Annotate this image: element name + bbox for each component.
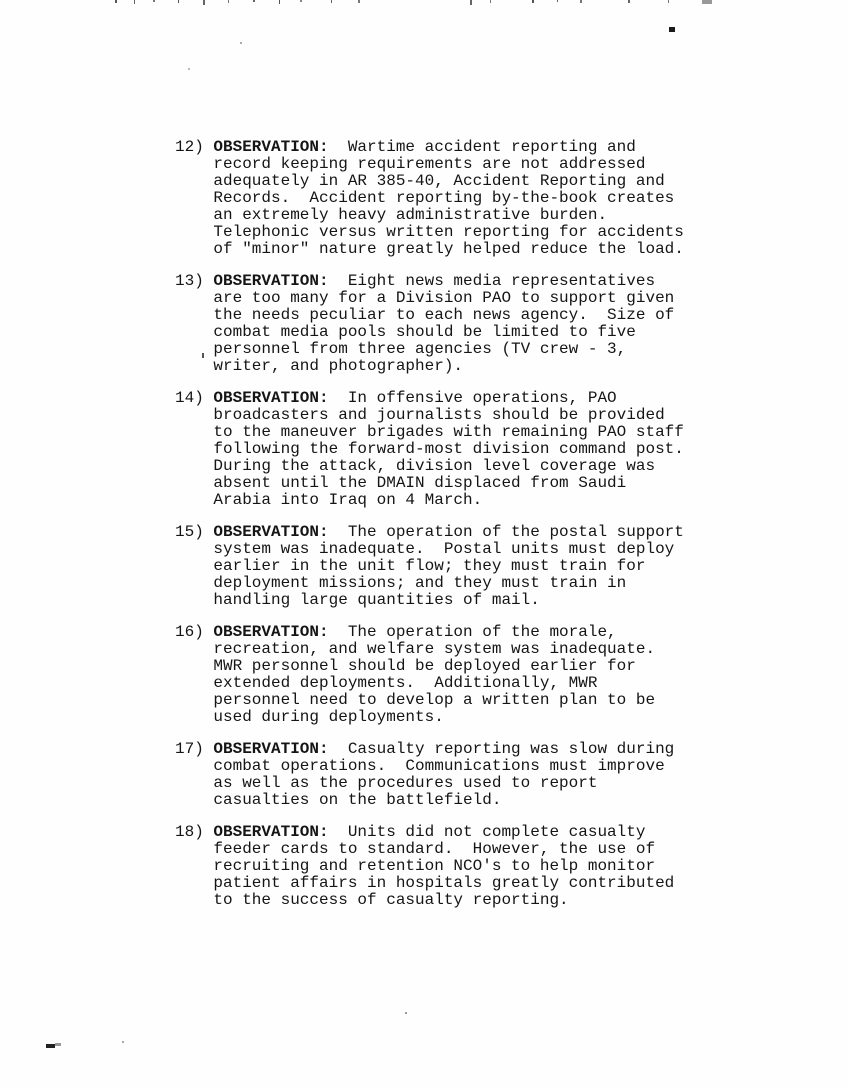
observation-line: personnel need to develop a written plan to be: [213, 691, 656, 709]
observation-line: MWR personnel should be deployed earlier for: [213, 657, 636, 675]
observation-item: [175, 139, 715, 258]
observation-line: deployment missions; and they must train in: [213, 574, 627, 592]
scan-artifact: [188, 68, 190, 70]
observation-line: the needs peculiar to each news agency. Size of: [213, 306, 675, 324]
scan-artifact: [203, 0, 205, 5]
observation-number: 12): [175, 138, 204, 156]
observation-first-line: [213, 390, 715, 407]
observation-text: Eight news media representatives: [328, 272, 656, 290]
observation-number: 15): [175, 523, 204, 541]
scan-artifact: [240, 42, 242, 44]
scan-artifact: [405, 1012, 407, 1014]
scan-artifact: [490, 0, 491, 3]
observation-text: Wartime accident reporting and: [328, 138, 636, 156]
observation-line: patient affairs in hospitals greatly contributed: [213, 874, 675, 892]
scan-artifact: [134, 0, 135, 4]
observation-line: adequately in AR 385-40, Accident Reporting and: [213, 172, 665, 190]
scan-artifact: [178, 0, 179, 3]
observation-line: personnel from three agencies (TV crew - 3,: [213, 340, 627, 358]
observation-line: extended deployments. Additionally, MWR: [213, 674, 598, 692]
observation-first-line: [213, 624, 715, 641]
observations-list: [175, 139, 715, 924]
observation-item: [175, 390, 715, 509]
observation-line: writer, and photographer).: [213, 357, 464, 375]
observation-item: [175, 524, 715, 609]
observation-line: an extremely heavy administrative burden.: [213, 206, 608, 224]
observation-body: [213, 273, 715, 375]
observation-label: OBSERVATION:: [213, 523, 329, 541]
scan-artifact: [279, 0, 280, 4]
observation-line: feeder cards to standard. However, the use of: [213, 840, 656, 858]
observation-text: The operation of the postal support: [328, 523, 684, 541]
observation-number: 16): [175, 623, 204, 641]
scan-artifact: [668, 0, 669, 3]
observation-first-line: [213, 139, 715, 156]
scan-artifact: [253, 0, 255, 2]
observation-line: combat operations. Communications must improve: [213, 757, 665, 775]
observation-line: recreation, and welfare system was inadequate.: [213, 640, 656, 658]
observation-line: combat media pools should be limited to five: [213, 323, 636, 341]
observation-label: OBSERVATION:: [213, 389, 329, 407]
observation-line: Telephonic versus written reporting for accidents: [213, 223, 684, 241]
observation-line: casualties on the battlefield.: [213, 791, 502, 809]
observation-label: OBSERVATION:: [213, 138, 329, 156]
scan-artifact: [202, 353, 204, 358]
observation-line: as well as the procedures used to report: [213, 774, 598, 792]
observation-line: handling large quantities of mail.: [213, 591, 540, 609]
observation-item: [175, 624, 715, 726]
observation-line: used during deployments.: [213, 708, 444, 726]
observation-line: system was inadequate. Postal units must deploy: [213, 540, 675, 558]
observation-line: earlier in the unit flow; they must train for: [213, 557, 646, 575]
observation-first-line: [213, 524, 715, 541]
observation-text: Units did not complete casualty: [328, 823, 646, 841]
observation-label: OBSERVATION:: [213, 272, 329, 290]
scan-artifact: [580, 0, 582, 3]
observation-body: [213, 390, 715, 509]
observation-body: [213, 824, 715, 909]
observation-text: Casualty reporting was slow during: [328, 740, 675, 758]
observation-text: In offensive operations, PAO: [328, 389, 617, 407]
scan-artifact: [628, 0, 630, 3]
observation-line: to the success of casualty reporting.: [213, 891, 569, 909]
scan-artifact: [122, 1041, 124, 1043]
observation-line: During the attack, division level coverage was: [213, 457, 656, 475]
scan-artifact: [55, 1043, 61, 1046]
observation-item: [175, 824, 715, 909]
observation-line: of "minor" nature greatly helped reduce the load.: [213, 240, 684, 258]
scan-artifact: [300, 0, 302, 2]
scan-artifact: [46, 1044, 55, 1048]
scan-artifact: [153, 0, 155, 2]
observation-line: broadcasters and journalists should be provided: [213, 406, 665, 424]
observation-first-line: [213, 741, 715, 758]
observation-text: The operation of the morale,: [328, 623, 617, 641]
observation-line: record keeping requirements are not addressed: [213, 155, 646, 173]
observation-line: Records. Accident reporting by-the-book creates: [213, 189, 675, 207]
scan-artifact: [532, 0, 534, 3]
observation-body: [213, 139, 715, 258]
scan-artifact: [115, 0, 117, 3]
observation-line: recruiting and retention NCO's to help monitor: [213, 857, 656, 875]
scan-artifact: [702, 0, 712, 4]
observation-label: OBSERVATION:: [213, 623, 329, 641]
observation-label: OBSERVATION:: [213, 823, 329, 841]
observation-line: absent until the DMAIN displaced from Saudi: [213, 474, 627, 492]
observation-line: to the maneuver brigades with remaining PAO staff: [213, 423, 684, 441]
observation-line: are too many for a Division PAO to support given: [213, 289, 675, 307]
observation-item: [175, 273, 715, 375]
scan-artifact: [557, 0, 558, 2]
observation-body: [213, 624, 715, 726]
scan-artifact: [470, 0, 472, 5]
observation-label: OBSERVATION:: [213, 740, 329, 758]
observation-line: Arabia into Iraq on 4 March.: [213, 491, 483, 509]
observation-item: [175, 741, 715, 809]
observation-body: [213, 741, 715, 809]
observation-first-line: [213, 273, 715, 290]
observation-number: 18): [175, 823, 204, 841]
scan-artifact: [331, 0, 332, 3]
observation-line: following the forward-most division command post.: [213, 440, 684, 458]
scan-artifact: [358, 0, 360, 3]
observation-number: 17): [175, 740, 204, 758]
scan-artifact: [228, 0, 229, 3]
observation-number: 14): [175, 389, 204, 407]
observation-body: [213, 524, 715, 609]
observation-first-line: [213, 824, 715, 841]
observation-number: 13): [175, 272, 204, 290]
scan-artifact: [669, 27, 675, 32]
